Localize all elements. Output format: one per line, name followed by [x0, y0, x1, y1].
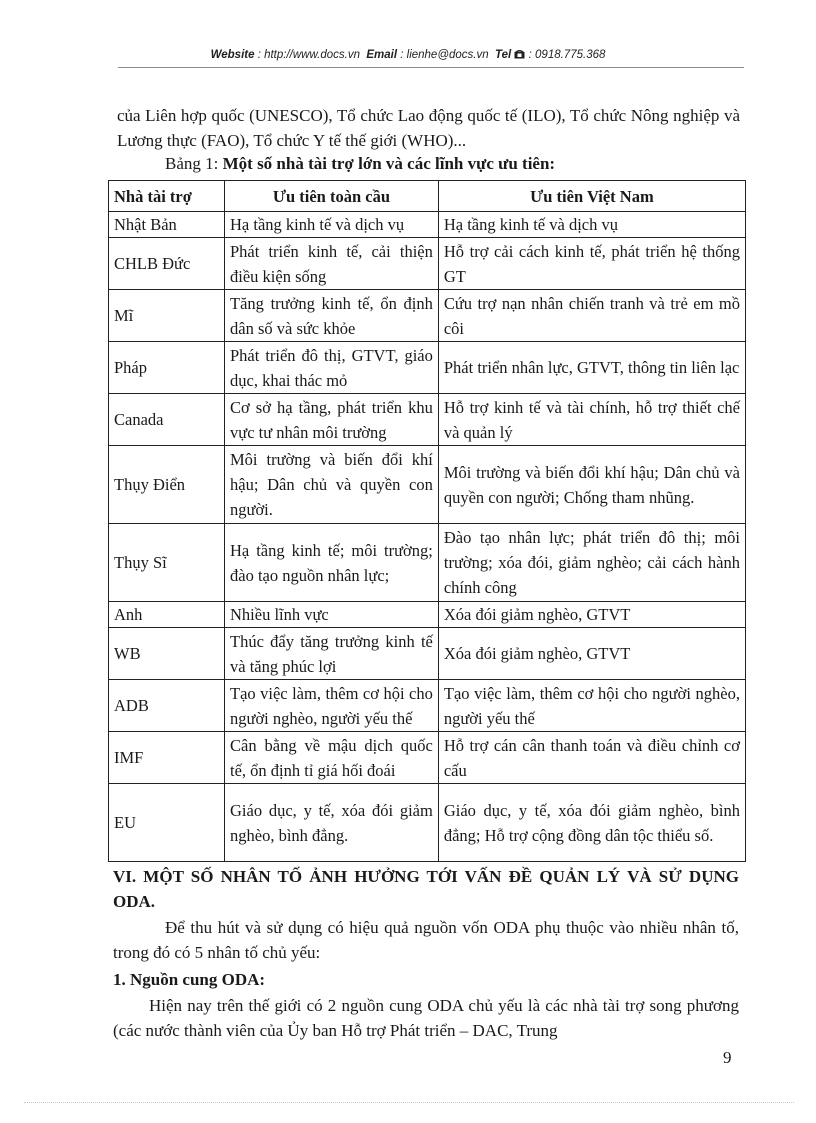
donor-name: Mĩ — [109, 290, 225, 342]
table-row — [109, 342, 746, 394]
global-priority: Hạ tầng kinh tế và dịch vụ — [225, 212, 439, 238]
donor-name: IMF — [109, 732, 225, 784]
vietnam-priority: Xóa đói giảm nghèo, GTVT — [438, 628, 745, 680]
global-priority: Hạ tầng kinh tế; môi trường; đào tạo nguồn nhân lực; — [225, 524, 439, 602]
phone-icon — [514, 49, 525, 61]
table-row — [109, 446, 746, 524]
global-priority: Cân bằng về mậu dịch quốc tế, ổn định tỉ giá hối đoái — [225, 732, 439, 784]
donor-name: WB — [109, 628, 225, 680]
vietnam-priority: Hạ tầng kinh tế và dịch vụ — [438, 212, 745, 238]
global-priority: Phát triển kinh tế, cải thiện điều kiện sống — [225, 238, 439, 290]
table-row — [109, 238, 746, 290]
website-value: : http://www.docs.vn — [257, 49, 360, 61]
page-header — [0, 49, 816, 61]
table-row — [109, 784, 746, 862]
table-row — [109, 732, 746, 784]
donor-name: EU — [109, 784, 225, 862]
subsection-paragraph: Hiện nay trên thế giới có 2 nguồn cung ODA chủ yếu là các nhà tài trợ song phương (các nước thành viên của Ủy ban Hỗ trợ Phát triển – DAC, Trung — [113, 996, 739, 1040]
global-priority: Tăng trưởng kinh tế, ổn định dân số và sức khỏe — [225, 290, 439, 342]
donor-name: CHLB Đức — [109, 238, 225, 290]
vietnam-priority: Hỗ trợ cán cân thanh toán và điều chỉnh cơ cấu — [438, 732, 745, 784]
header-divider — [118, 67, 744, 68]
vietnam-priority: Hỗ trợ cải cách kinh tế, phát triển hệ thống GT — [438, 238, 745, 290]
table-row — [109, 524, 746, 602]
donor-priorities-table — [108, 180, 746, 862]
table-row — [109, 212, 746, 238]
header-donor: Nhà tài trợ — [109, 181, 225, 212]
table-row — [109, 394, 746, 446]
website-label: Website — [210, 49, 255, 61]
footer-divider — [24, 1102, 794, 1103]
vietnam-priority: Cứu trợ nạn nhân chiến tranh và trẻ em mồ côi — [438, 290, 745, 342]
table-caption — [165, 153, 555, 175]
table-row — [109, 602, 746, 628]
donor-name: Pháp — [109, 342, 225, 394]
donor-name: Thụy Điển — [109, 446, 225, 524]
email-label: Email — [366, 49, 398, 61]
donor-name: Anh — [109, 602, 225, 628]
email-value: : lienhe@docs.vn — [400, 49, 489, 61]
section-title: VI. MỘT SỐ NHÂN TỐ ẢNH HƯỞNG TỚI VẤN ĐỀ QUẢN LÝ VÀ SỬ DỤNG ODA. — [113, 867, 739, 911]
vietnam-priority: Phát triển nhân lực, GTVT, thông tin liên lạc — [438, 342, 745, 394]
donor-name: ADB — [109, 680, 225, 732]
table-caption-prefix: Bảng 1: — [165, 154, 223, 173]
global-priority: Môi trường và biến đổi khí hậu; Dân chủ và quyền con người. — [225, 446, 439, 524]
header-global-priority: Ưu tiên toàn cầu — [225, 181, 439, 212]
global-priority: Nhiều lĩnh vực — [225, 602, 439, 628]
section-paragraph: Để thu hút và sử dụng có hiệu quả nguồn vốn ODA phụ thuộc vào nhiều nhân tố, trong đó có 5 nhân tố chủ yếu: — [113, 918, 739, 962]
table-header-row — [109, 181, 746, 212]
global-priority: Cơ sở hạ tầng, phát triển khu vực tư nhân môi trường — [225, 394, 439, 446]
tel-value: : 0918.775.368 — [528, 49, 606, 61]
global-priority: Tạo việc làm, thêm cơ hội cho người nghèo, người yếu thế — [225, 680, 439, 732]
header-vietnam-priority: Ưu tiên Việt Nam — [438, 181, 745, 212]
global-priority: Phát triển đô thị, GTVT, giáo dục, khai thác mỏ — [225, 342, 439, 394]
global-priority: Giáo dục, y tế, xóa đói giảm nghèo, bình đẳng. — [225, 784, 439, 862]
vietnam-priority: Xóa đói giảm nghèo, GTVT — [438, 602, 745, 628]
vietnam-priority: Môi trường và biến đổi khí hậu; Dân chủ và quyền con người; Chống tham nhũng. — [438, 446, 745, 524]
page-number: 9 — [723, 1048, 732, 1067]
donor-name: Thụy Sĩ — [109, 524, 225, 602]
table-row — [109, 628, 746, 680]
table-row — [109, 680, 746, 732]
vietnam-priority: Đào tạo nhân lực; phát triển đô thị; môi trường; xóa đói, giảm nghèo; cải cách hành chính công — [438, 524, 745, 602]
table-row — [109, 290, 746, 342]
intro-paragraph: của Liên hợp quốc (UNESCO), Tổ chức Lao động quốc tế (ILO), Tổ chức Nông nghiệp và Lương thực (FAO), Tổ chức Y tế thế giới (WHO)... — [117, 106, 740, 150]
table-caption-title: Một số nhà tài trợ lớn và các lĩnh vực ưu tiên: — [222, 154, 556, 173]
vietnam-priority: Hỗ trợ kinh tế và tài chính, hỗ trợ thiết chế và quản lý — [438, 394, 745, 446]
donor-name: Nhật Bản — [109, 212, 225, 238]
vietnam-priority: Giáo dục, y tế, xóa đói giảm nghèo, bình đẳng; Hỗ trợ cộng đồng dân tộc thiểu số. — [438, 784, 745, 862]
vietnam-priority: Tạo việc làm, thêm cơ hội cho người nghèo, người yếu thế — [438, 680, 745, 732]
global-priority: Thúc đẩy tăng trưởng kinh tế và tăng phúc lợi — [225, 628, 439, 680]
tel-label: Tel — [495, 49, 512, 61]
subsection-title: 1. Nguồn cung ODA: — [113, 970, 266, 989]
donor-name: Canada — [109, 394, 225, 446]
